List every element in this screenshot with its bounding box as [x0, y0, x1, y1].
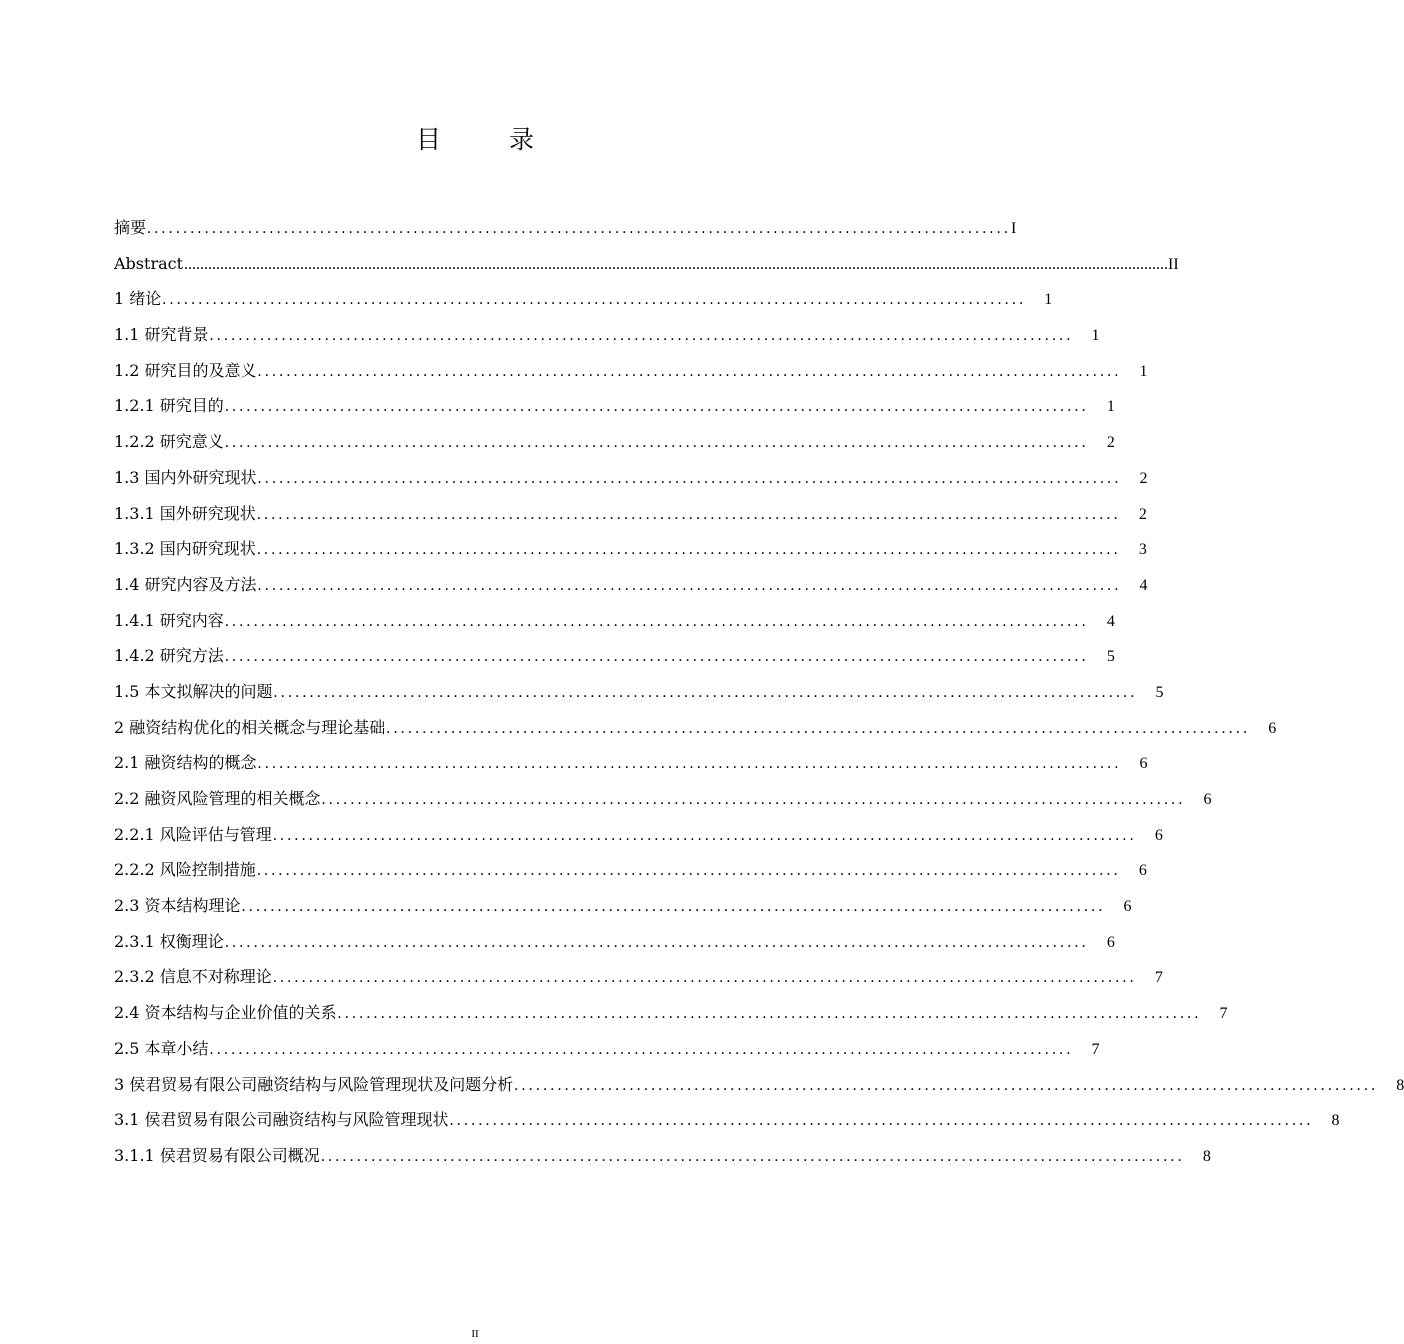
toc-entry-page: 6 [1203, 791, 1212, 808]
toc-entry[interactable] [114, 424, 1115, 460]
toc-entry-page: 5 [1106, 648, 1115, 666]
toc-dot-leader: ........................................................................................................................ [337, 1005, 1202, 1023]
toc-entry[interactable] [114, 710, 1277, 746]
toc-entry-label: 1.2.2 研究意义 [114, 432, 224, 452]
toc-dot-leader: ........................................................................................................................ [257, 576, 1122, 594]
toc-dot-leader: ........................................................................................................................ [224, 434, 1089, 452]
toc-dot-leader: ........................................................................................................................ [272, 826, 1137, 844]
toc-entry-page: 7 [1091, 1040, 1100, 1058]
toc-entry-label: 摘要 [114, 218, 147, 237]
toc-entry-label: 2 融资结构优化的相关概念与理论基础 [114, 717, 386, 737]
table-of-contents [114, 210, 1404, 1174]
toc-entry-label: 2.2 融资风险管理的相关概念 [114, 789, 321, 808]
toc-entry-label: 1 绪论 [114, 289, 162, 309]
toc-entry[interactable] [114, 603, 1115, 639]
toc-entry[interactable] [114, 817, 1163, 853]
toc-entry-label: 2.2.1 风险评估与管理 [114, 824, 272, 844]
toc-entry-label: 2.5 本章小结 [114, 1038, 209, 1058]
toc-entry-page: 1 [1106, 398, 1115, 416]
toc-entry-label: 2.3 资本结构理论 [114, 896, 241, 916]
toc-dot-leader: ........................................................................................................................ [257, 362, 1122, 380]
toc-dot-leader: ........................................................................................................................ [449, 1112, 1314, 1130]
toc-entry[interactable] [114, 888, 1132, 924]
toc-entry-page: 7 [1154, 969, 1163, 987]
toc-entry[interactable] [114, 674, 1164, 710]
toc-entry-page: 5 [1155, 683, 1164, 701]
toc-entry-page: 8 [1396, 1076, 1404, 1094]
toc-entry-label: 2.3.2 信息不对称理论 [114, 967, 272, 987]
toc-dot-leader: ........................................................................................................................ [386, 719, 1251, 737]
toc-dot-leader: ........................................................................................................................ [256, 505, 1121, 523]
toc-entry-page: 8 [1331, 1112, 1340, 1130]
toc-entry[interactable] [114, 995, 1228, 1031]
toc-entry-label: 1.3 国内外研究现状 [114, 467, 257, 487]
toc-entry-label: 1.2.1 研究目的 [114, 396, 224, 416]
toc-dot-leader: ........................................................................................................................ [321, 791, 1186, 808]
toc-entry-label: 1.4.2 研究方法 [114, 646, 224, 666]
toc-entry[interactable] [114, 924, 1115, 960]
toc-dot-leader: ........................................................................................................................ [162, 291, 1027, 309]
toc-entry-abstract-cn[interactable] [114, 210, 1017, 246]
toc-dot-leader: ........................................................................................................................ [147, 220, 1012, 237]
toc-entry-page: 1 [1044, 291, 1053, 309]
toc-entry[interactable] [114, 388, 1115, 424]
toc-entry[interactable] [114, 781, 1212, 817]
toc-entry-page: 2 [1106, 434, 1115, 452]
toc-entry-page: 6 [1123, 898, 1132, 916]
toc-entry-label: Abstract [114, 253, 184, 273]
toc-entry-label: 1.4 研究内容及方法 [114, 574, 257, 594]
toc-entry-label: 1.5 本文拟解决的问题 [114, 681, 273, 701]
toc-entry-page: 7 [1219, 1005, 1228, 1023]
toc-entry[interactable] [114, 353, 1148, 389]
toc-entry[interactable] [114, 1031, 1100, 1067]
toc-entry-label: 1.3.2 国内研究现状 [114, 539, 256, 559]
toc-dot-leader: ........................................................................................................................ [272, 969, 1137, 987]
page-number-footer: II [471, 1328, 479, 1340]
toc-entry-page: 6 [1106, 933, 1115, 951]
toc-entry-page: 2 [1138, 505, 1147, 523]
toc-entry-label: 1.3.1 国外研究现状 [114, 503, 256, 523]
toc-dot-leader: ........................................................................................................................ [224, 933, 1089, 951]
toc-dot-leader: ........................................................................................................................ [257, 469, 1122, 487]
toc-entry-label: 2.3.1 权衡理论 [114, 931, 224, 951]
toc-dot-leader: ........................................................................................................................ [256, 541, 1121, 559]
toc-entry-page: 6 [1154, 826, 1163, 844]
toc-entry-label: 1.1 研究背景 [114, 325, 209, 345]
toc-entry-label: 1.2 研究目的及意义 [114, 360, 257, 380]
toc-entry-page: 1 [1091, 327, 1100, 345]
toc-dot-leader: ........................................................................................................................ [256, 862, 1121, 880]
toc-dot-leader: ........................................................................................................................ [224, 398, 1089, 416]
toc-entry-page: 1 [1139, 362, 1148, 380]
toc-dot-leader: ........................................................................................................................ [257, 755, 1122, 773]
toc-entry-label: 3.1.1 侯君贸易有限公司概况 [114, 1145, 320, 1165]
toc-entry-page: 4 [1139, 576, 1148, 594]
toc-entry[interactable] [114, 460, 1148, 496]
toc-entry-page: 2 [1139, 469, 1148, 487]
toc-entry-page: 3 [1138, 541, 1147, 559]
toc-entry[interactable] [114, 745, 1148, 781]
toc-entry[interactable] [114, 317, 1100, 353]
toc-entry-page: 8 [1202, 1147, 1211, 1165]
toc-dot-leader: ........................................................................................................................ [241, 898, 1106, 916]
toc-entry-label: 2.4 资本结构与企业价值的关系 [114, 1003, 337, 1023]
toc-entry-label: 2.1 融资结构的概念 [114, 753, 257, 773]
toc-entry[interactable] [114, 638, 1115, 674]
toc-dot-leader: ........................................................................................................................ [209, 1040, 1074, 1058]
toc-entry[interactable] [114, 959, 1163, 995]
toc-entry-abstract-en[interactable] [114, 246, 1179, 282]
toc-entry[interactable] [114, 281, 1053, 317]
toc-entry[interactable] [114, 496, 1147, 532]
toc-dot-leader: ...................................................................................................................................................................................................................................................... [184, 255, 1169, 273]
toc-dot-leader: ........................................................................................................................ [273, 683, 1138, 701]
toc-entry-label: 3 侯君贸易有限公司融资结构与风险管理现状及问题分析 [114, 1074, 514, 1094]
toc-dot-leader: ........................................................................................................................ [209, 327, 1074, 345]
toc-entry-page: 6 [1138, 862, 1147, 880]
toc-entry-page: II [1168, 255, 1179, 273]
toc-entry-label: 3.1 侯君贸易有限公司融资结构与风险管理现状 [114, 1110, 449, 1130]
toc-entry-label: 1.4.1 研究内容 [114, 610, 224, 630]
toc-dot-leader: ........................................................................................................................ [224, 648, 1089, 666]
toc-entry-page: 4 [1106, 612, 1115, 630]
toc-entry[interactable] [114, 531, 1147, 567]
toc-entry[interactable] [114, 1067, 1404, 1103]
page-title: 目 录 [416, 125, 564, 154]
toc-dot-leader: ........................................................................................................................ [320, 1147, 1185, 1165]
toc-entry[interactable] [114, 1102, 1340, 1138]
toc-dot-leader: ........................................................................................................................ [224, 612, 1089, 630]
toc-entry[interactable] [114, 567, 1148, 603]
toc-entry[interactable] [114, 852, 1147, 888]
toc-entry-page: 6 [1268, 719, 1277, 737]
toc-entry-label: 2.2.2 风险控制措施 [114, 860, 256, 880]
toc-entry[interactable] [114, 1138, 1211, 1174]
toc-entry-page: 6 [1139, 755, 1148, 773]
toc-entry-page: I [1011, 220, 1017, 237]
toc-dot-leader: ........................................................................................................................ [514, 1076, 1379, 1094]
